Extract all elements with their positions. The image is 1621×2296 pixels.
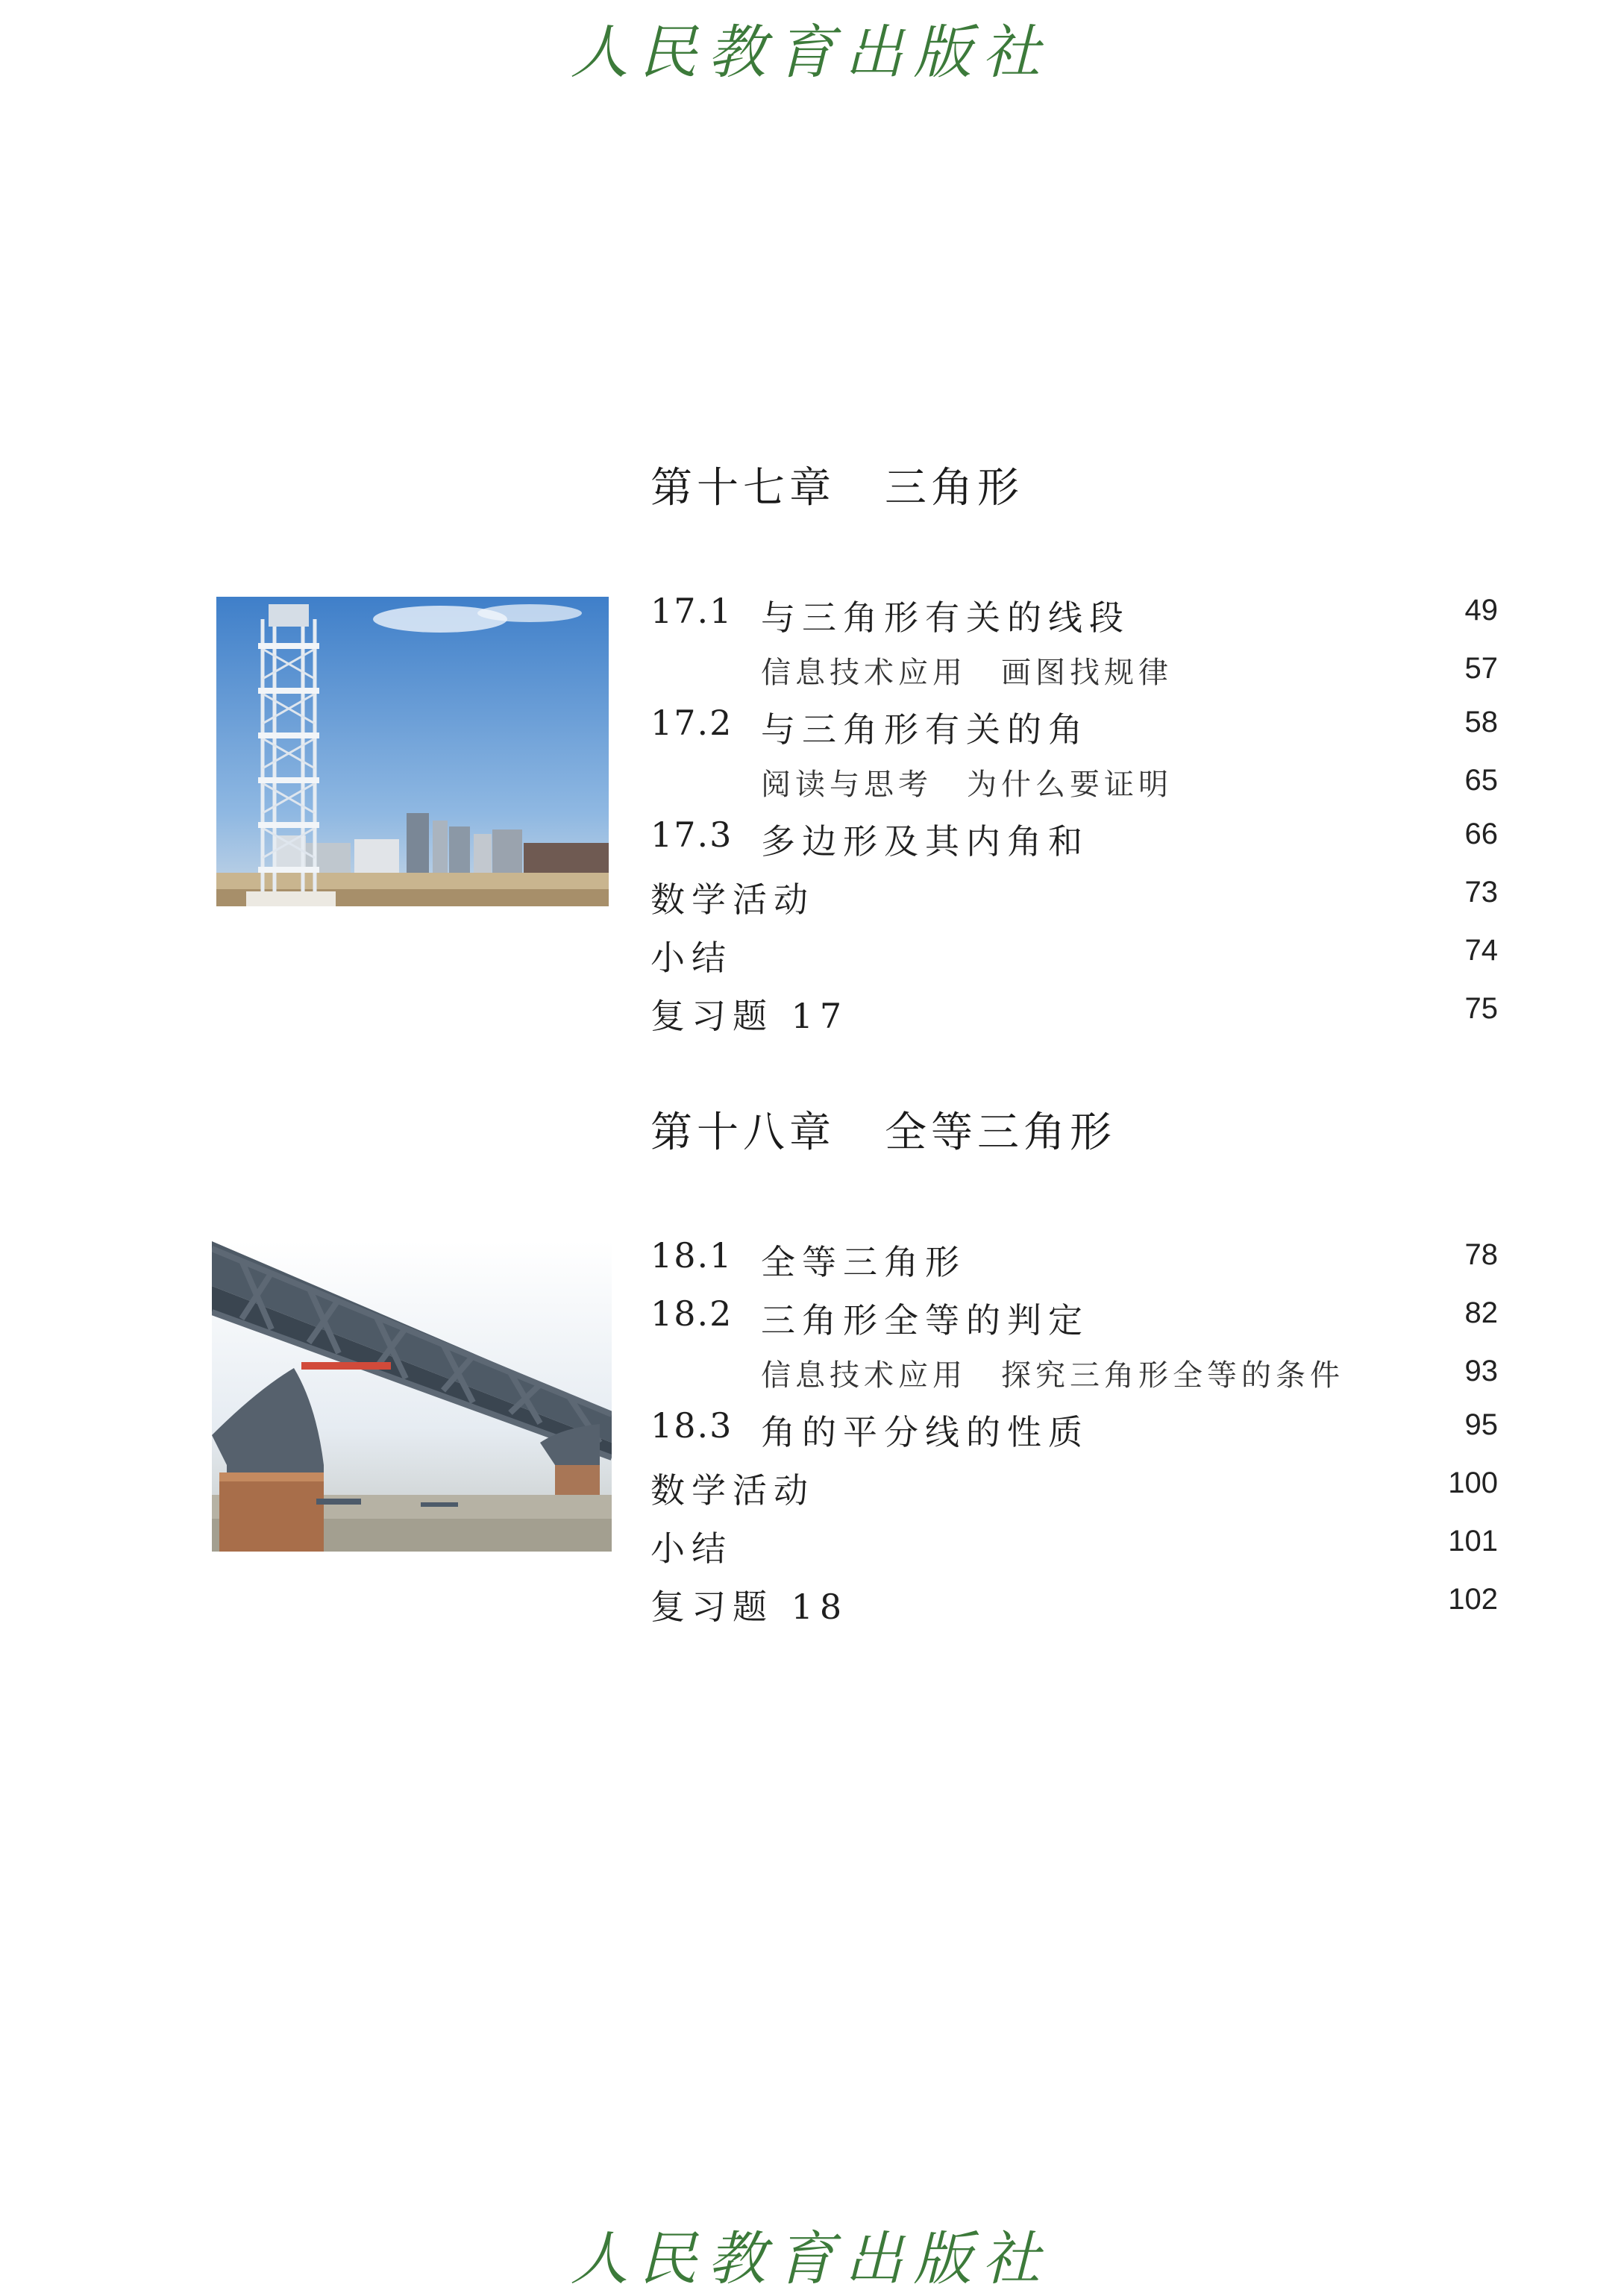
toc-entry-17-2-sub[interactable] xyxy=(650,761,1498,818)
page-number: 95 xyxy=(1464,1408,1498,1441)
page-number: 66 xyxy=(1464,818,1498,850)
toc-entry-17-1[interactable] xyxy=(650,591,1498,647)
entry-title: 三角形全等的判定 xyxy=(761,1300,1089,1340)
page-number: 102 xyxy=(1448,1583,1498,1616)
entry-title: 数学活动 xyxy=(650,1470,815,1511)
section-number: 18.3 xyxy=(650,1405,733,1446)
page-number: 58 xyxy=(1464,706,1498,738)
toc-entry-18-2-sub[interactable] xyxy=(650,1352,1498,1408)
page-number: 65 xyxy=(1464,764,1498,797)
publisher-logo-top: 人民教育出版社 xyxy=(570,19,1051,87)
entry-title: 信息技术应用 探究三角形全等的条件 xyxy=(761,1358,1344,1393)
entry-title: 复习题 18 xyxy=(650,1587,849,1627)
tower-photo xyxy=(216,597,609,906)
page-number: 49 xyxy=(1464,594,1498,627)
page-number: 101 xyxy=(1448,1525,1498,1558)
toc-entry-18-summary[interactable] xyxy=(650,1522,1498,1578)
entry-title: 小结 xyxy=(650,938,733,978)
section-number: 17.1 xyxy=(650,591,733,631)
toc-entry-18-3[interactable] xyxy=(650,1405,1498,1462)
toc-entry-17-1-sub[interactable] xyxy=(650,649,1498,706)
bridge-photo-image xyxy=(212,1241,612,1552)
chapter-18-heading xyxy=(650,1100,1116,1159)
page-number: 74 xyxy=(1464,934,1498,967)
toc-entry-18-1[interactable] xyxy=(650,1235,1498,1292)
section-number: 18.1 xyxy=(650,1235,733,1276)
page-number: 100 xyxy=(1448,1467,1498,1499)
page-number: 93 xyxy=(1464,1355,1498,1387)
toc-entry-17-2[interactable] xyxy=(650,703,1498,759)
page-number: 75 xyxy=(1464,992,1498,1025)
chapter-17-heading xyxy=(650,455,1023,515)
entry-title: 与三角形有关的角 xyxy=(761,709,1089,750)
section-number: 17.3 xyxy=(650,815,733,855)
entry-title: 阅读与思考 为什么要证明 xyxy=(761,768,1173,802)
toc-entry-18-activity[interactable] xyxy=(650,1464,1498,1520)
section-number: 18.2 xyxy=(650,1293,733,1334)
entry-title: 全等三角形 xyxy=(761,1242,966,1282)
bridge-photo xyxy=(212,1241,612,1552)
tower-photo-image xyxy=(216,597,609,906)
entry-title: 信息技术应用 画图找规律 xyxy=(761,656,1173,690)
chapter-17-number: 第十七章 xyxy=(650,464,835,512)
entry-title: 数学活动 xyxy=(650,879,815,920)
entry-title: 小结 xyxy=(650,1528,733,1569)
section-number: 17.2 xyxy=(650,703,733,743)
toc-entry-17-activity[interactable] xyxy=(650,873,1498,929)
entry-title: 与三角形有关的线段 xyxy=(761,597,1130,638)
page-number: 57 xyxy=(1464,652,1498,685)
entry-title: 复习题 17 xyxy=(650,996,849,1036)
toc-entry-17-review[interactable] xyxy=(650,989,1498,1046)
entry-title: 多边形及其内角和 xyxy=(761,821,1089,862)
toc-entry-17-summary[interactable] xyxy=(650,931,1498,988)
page-number: 82 xyxy=(1464,1296,1498,1329)
chapter-17-title: 三角形 xyxy=(885,464,1023,512)
publisher-logo-bottom: 人民教育出版社 xyxy=(570,2226,1051,2293)
toc-entry-18-2[interactable] xyxy=(650,1293,1498,1350)
page-number: 78 xyxy=(1464,1238,1498,1271)
chapter-18-title: 全等三角形 xyxy=(885,1108,1116,1157)
toc-entry-17-3[interactable] xyxy=(650,815,1498,871)
entry-title: 角的平分线的性质 xyxy=(761,1412,1089,1452)
toc-entry-18-review[interactable] xyxy=(650,1580,1498,1637)
chapter-18-number: 第十八章 xyxy=(650,1108,835,1157)
page-number: 73 xyxy=(1464,876,1498,909)
